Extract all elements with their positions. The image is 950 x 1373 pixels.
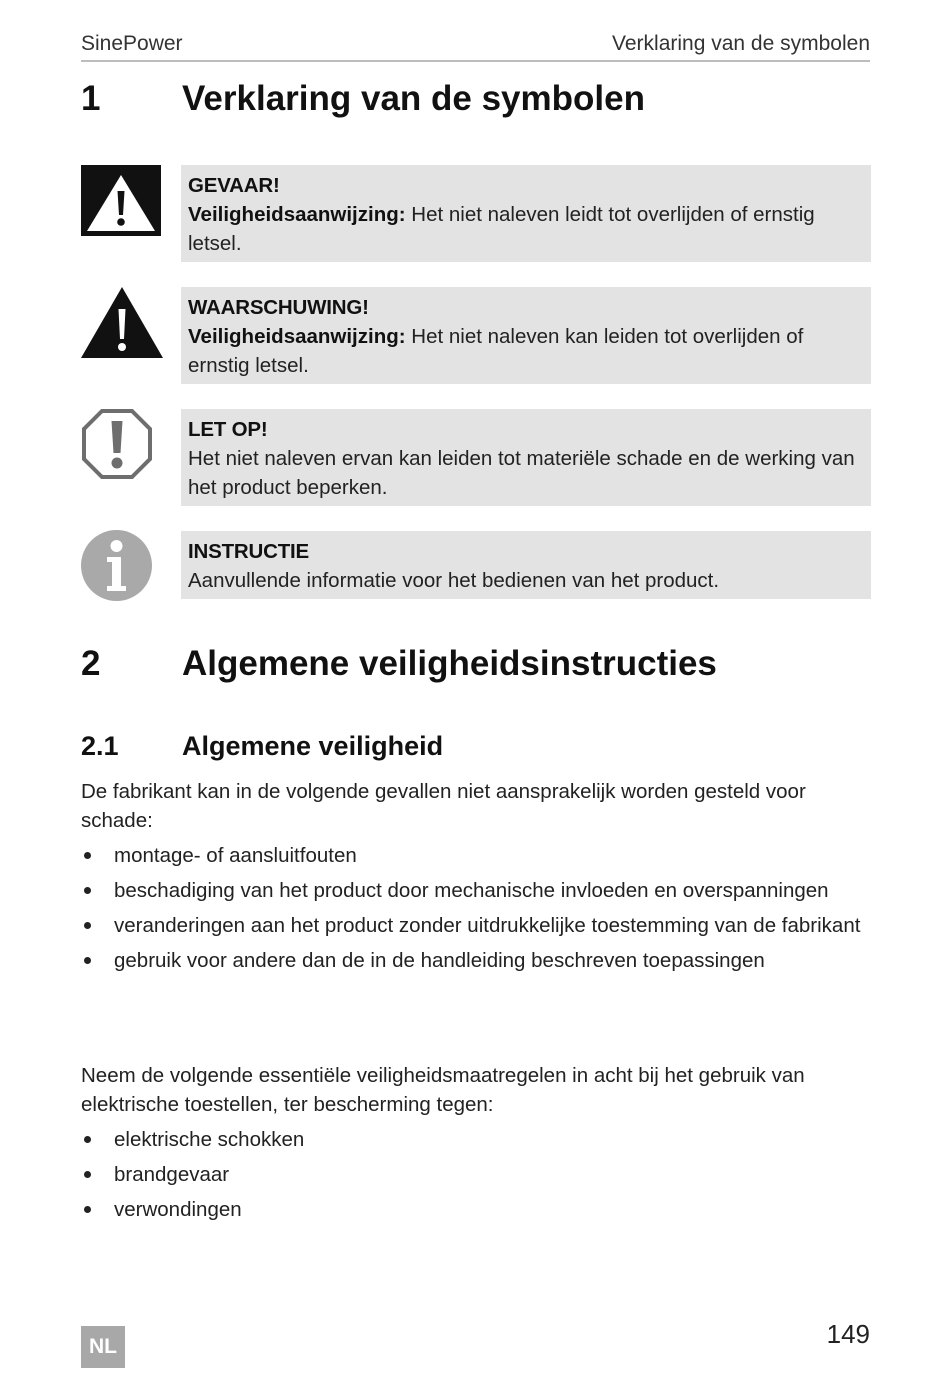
list-item: brandgevaar	[81, 1160, 871, 1189]
bullet-icon	[84, 1136, 91, 1143]
liability-list	[81, 841, 871, 981]
section-1-number: 1	[81, 79, 101, 118]
notice-danger-title: GEVAAR!	[188, 174, 280, 197]
notice-instruction-text: Aanvullende informatie voor het bedienen van het product.	[188, 569, 720, 592]
section-1-heading	[81, 78, 645, 120]
section-2-number: 2	[81, 644, 101, 683]
section-2-title: Algemene veiligheidsinstructies	[182, 644, 717, 683]
list-item: verwondingen	[81, 1195, 871, 1224]
list-item: beschadiging van het product door mechanische invloeden en overspanningen	[81, 876, 871, 905]
warning-triangle-icon	[81, 287, 163, 364]
section-2-1-number: 2.1	[81, 731, 119, 761]
notice-danger	[181, 165, 871, 262]
notice-danger-lead: Veiligheidsaanwijzing:	[188, 203, 406, 226]
section-1-title: Verklaring van de symbolen	[182, 79, 645, 118]
header-divider	[81, 60, 870, 62]
notice-warning	[181, 287, 871, 384]
section-2-1-title: Algemene veiligheid	[182, 731, 444, 761]
language-badge: NL	[81, 1326, 125, 1368]
notice-warning-title: WAARSCHUWING!	[188, 296, 369, 319]
notice-instruction	[181, 531, 871, 599]
notice-caution-title: LET OP!	[188, 418, 268, 441]
bullet-icon	[84, 957, 91, 964]
bullet-icon	[84, 887, 91, 894]
list-item: montage- of aansluitfouten	[81, 841, 871, 870]
caution-octagon-icon	[81, 408, 153, 485]
list-item: veranderingen aan het product zonder uitdrukkelijke toestemming van de fabrikant	[81, 911, 871, 940]
header-section-name: Verklaring van de symbolen	[612, 32, 870, 55]
liability-intro: De fabrikant kan in de volgende gevallen niet aansprakelijk worden gesteld voor schade:	[81, 780, 806, 832]
header-product-name: SinePower	[81, 32, 183, 55]
page-number: 149	[826, 1319, 870, 1349]
safety-measures-intro: Neem de volgende essentiële veiligheidsmaatregelen in acht bij het gebruik van elektrische toestellen, ter bescherming tegen:	[81, 1064, 805, 1116]
notice-instruction-title: INSTRUCTIE	[188, 540, 310, 563]
notice-warning-lead: Veiligheidsaanwijzing:	[188, 325, 406, 348]
section-2-1-heading	[81, 730, 443, 762]
list-item: gebruik voor andere dan de in de handleiding beschreven toepassingen	[81, 946, 871, 975]
section-2-heading	[81, 643, 717, 685]
bullet-icon	[84, 852, 91, 859]
notice-warning-text: Het niet naleven kan leiden tot overlijden of ernstig letsel.	[188, 325, 804, 377]
protection-list	[81, 1125, 871, 1230]
danger-triangle-icon	[81, 165, 161, 241]
notice-danger-text: Het niet naleven leidt tot overlijden of ernstig letsel.	[188, 203, 815, 255]
info-circle-icon	[81, 530, 152, 606]
bullet-icon	[84, 1206, 91, 1213]
bullet-icon	[84, 922, 91, 929]
notice-caution	[181, 409, 871, 506]
bullet-icon	[84, 1171, 91, 1178]
list-item: elektrische schokken	[81, 1125, 871, 1154]
notice-caution-text: Het niet naleven ervan kan leiden tot materiële schade en de werking van het product beperken.	[188, 447, 855, 499]
